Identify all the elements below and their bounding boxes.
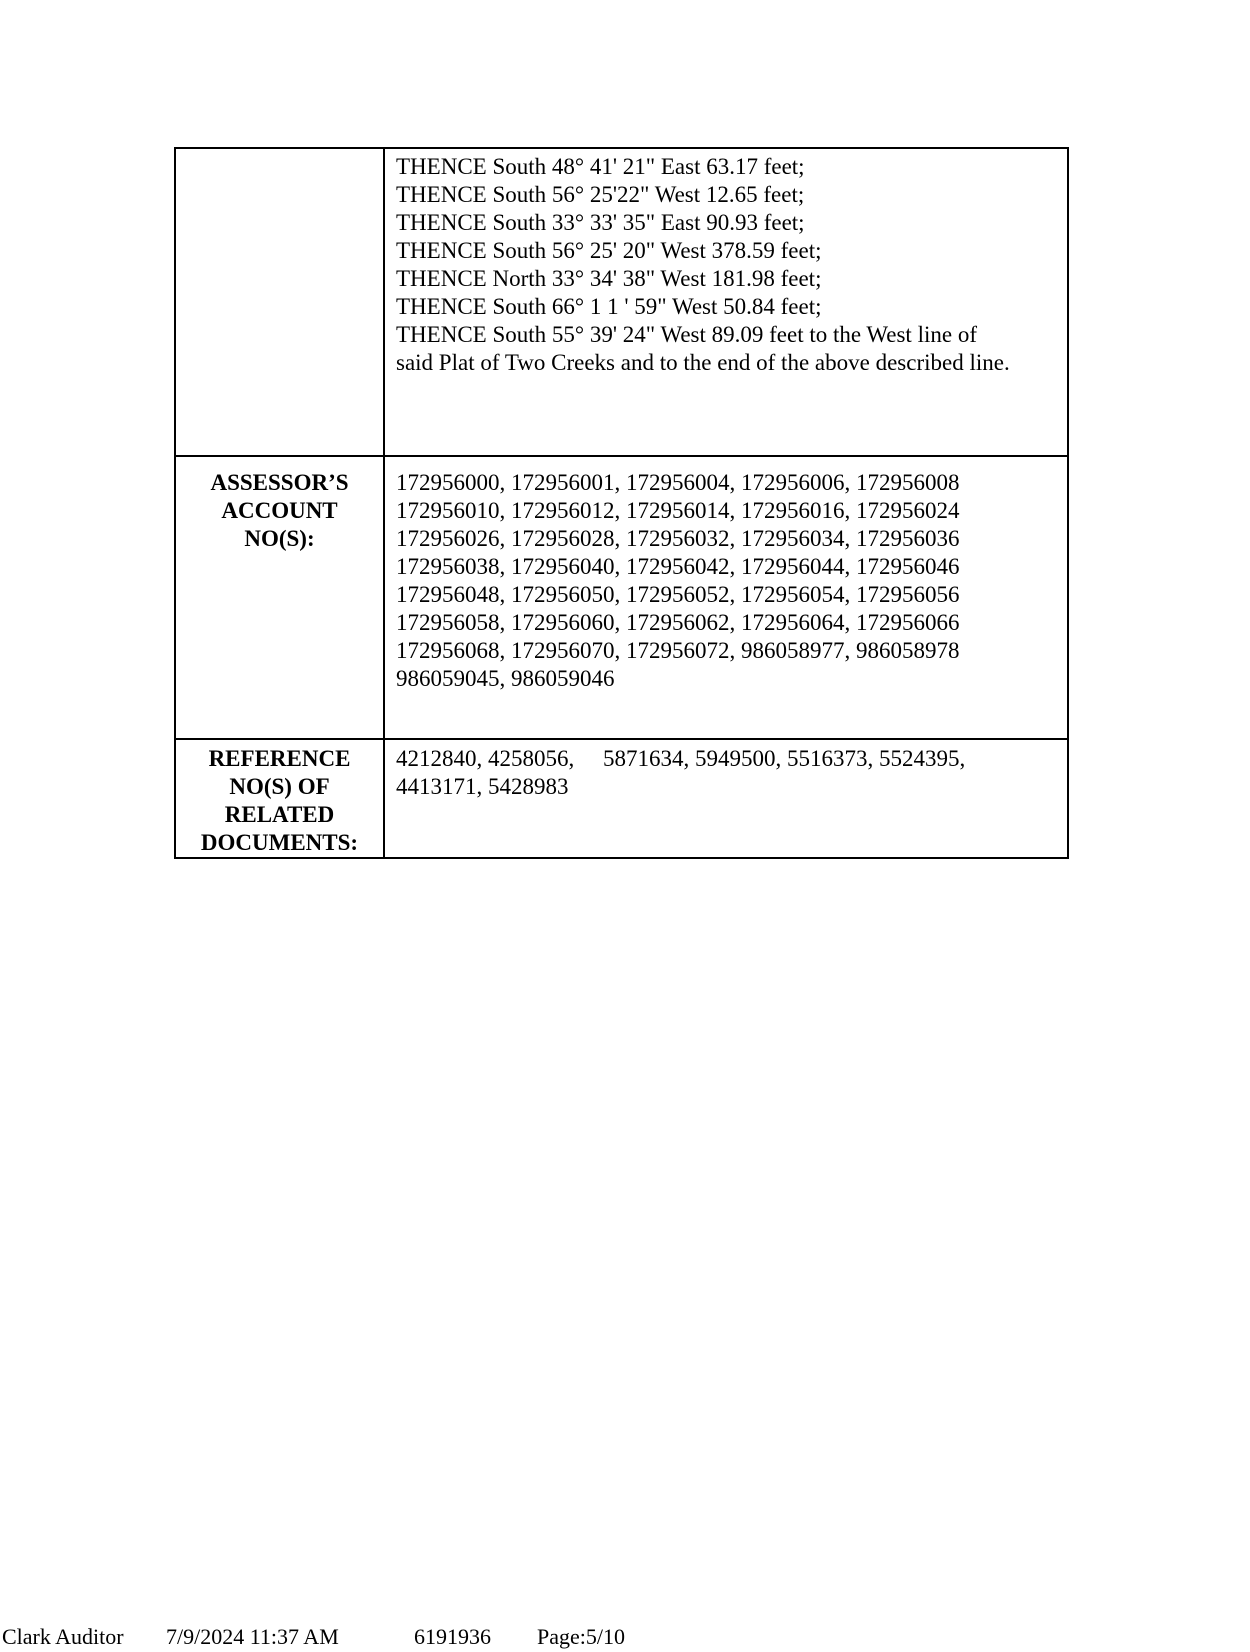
- legal-description-line: THENCE South 33° 33' 35" East 90.93 feet;: [396, 210, 805, 235]
- related-documents-line: 4413171, 5428983: [396, 774, 569, 799]
- account-numbers-line: 172956048, 172956050, 172956052, 172956054, 172956056: [396, 582, 960, 607]
- footer-document-number: 6191936: [414, 1624, 491, 1649]
- account-numbers-line: 172956010, 172956012, 172956014, 172956016, 172956024: [396, 498, 960, 523]
- related-documents-label: RELATED: [224, 802, 335, 827]
- account-numbers-line: 172956038, 172956040, 172956042, 172956044, 172956046: [396, 554, 960, 579]
- assessor-accounts-row: [175, 456, 1068, 739]
- assessor-accounts-cell: [384, 456, 1068, 739]
- legal-description-line: said Plat of Two Creeks and to the end of the above described line.: [396, 350, 1010, 375]
- related-documents-cell: [384, 739, 1068, 858]
- assessor-accounts-label: ACCOUNT: [221, 498, 338, 523]
- legal-description-cell: [384, 148, 1068, 456]
- account-numbers-line: 172956000, 172956001, 172956004, 172956006, 172956008: [396, 470, 960, 495]
- related-documents-label-cell: [175, 739, 384, 858]
- legal-description-line: THENCE North 33° 34' 38" West 181.98 feet;: [396, 266, 822, 291]
- assessor-accounts-label: NO(S):: [244, 526, 315, 551]
- legal-description-line: THENCE South 48° 41' 21" East 63.17 feet;: [396, 154, 805, 179]
- related-documents-line: 4212840, 4258056, 5871634, 5949500, 5516373, 5524395,: [396, 746, 966, 771]
- legal-description-line: THENCE South 56° 25' 20" West 378.59 feet;: [396, 238, 822, 263]
- legal-description-line: THENCE South 66° 1 1 ' 59" West 50.84 feet;: [396, 294, 822, 319]
- account-numbers-line: 172956058, 172956060, 172956062, 172956064, 172956066: [396, 610, 960, 635]
- legal-description-row: [175, 148, 1068, 456]
- assessor-accounts-label-cell: [175, 456, 384, 739]
- related-documents-label: REFERENCE: [208, 746, 351, 771]
- account-numbers-line: 986059045, 986059046: [396, 666, 615, 691]
- footer-datetime: 7/9/2024 11:37 AM: [166, 1624, 339, 1649]
- related-documents-label: NO(S) OF: [229, 774, 330, 799]
- footer-page-number: Page:5/10: [537, 1624, 625, 1649]
- legal-description-label-cell: [175, 148, 384, 456]
- related-documents-row: [175, 739, 1068, 858]
- legal-document-table: [174, 147, 1069, 859]
- legal-description-line: THENCE South 55° 39' 24" West 89.09 feet to the West line of: [396, 322, 977, 347]
- legal-description-line: THENCE South 56° 25'22" West 12.65 feet;: [396, 182, 805, 207]
- account-numbers-line: 172956026, 172956028, 172956032, 172956034, 172956036: [396, 526, 960, 551]
- account-numbers-line: 172956068, 172956070, 172956072, 986058977, 986058978: [396, 638, 960, 663]
- assessor-accounts-label: ASSESSOR’S: [210, 470, 349, 495]
- related-documents-label: DOCUMENTS:: [200, 830, 359, 855]
- footer-auditor: Clark Auditor: [2, 1624, 124, 1649]
